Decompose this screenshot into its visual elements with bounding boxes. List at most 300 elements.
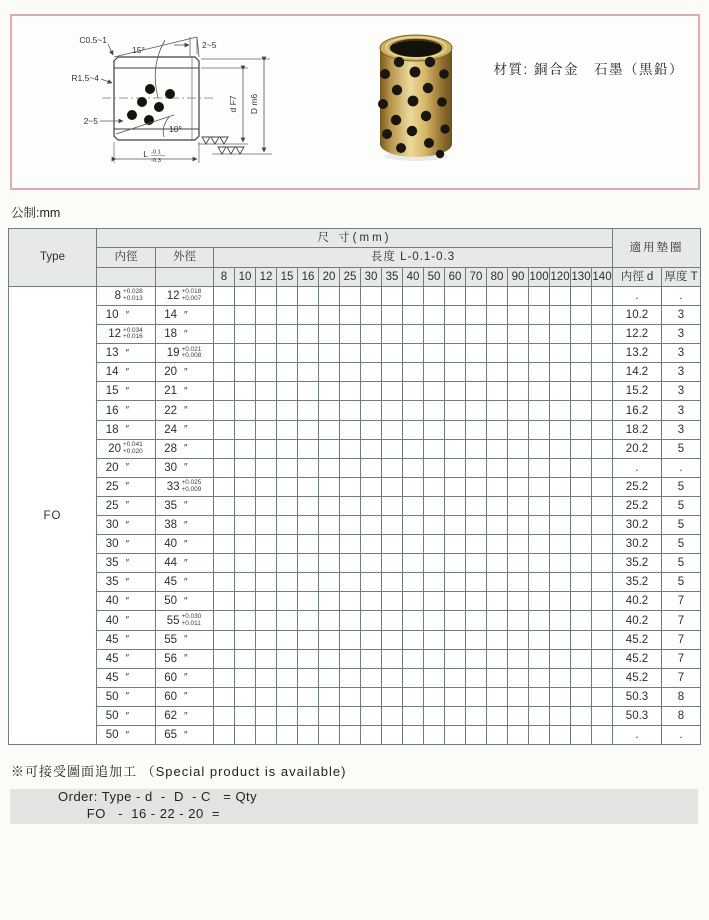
table-row (9, 286, 701, 305)
ditto-mark: ″ (184, 424, 188, 436)
ditto-mark: ″ (184, 405, 188, 416)
length-cell (256, 668, 277, 687)
washer-id-cell: . (613, 726, 662, 745)
table-row (9, 344, 701, 363)
length-cell (424, 554, 445, 573)
length-cell (235, 496, 256, 515)
length-cell (550, 611, 571, 630)
length-cell (277, 325, 298, 344)
outer-diameter-cell: 35 ″ (156, 496, 214, 515)
length-cell (277, 496, 298, 515)
table-row (9, 458, 701, 477)
length-cell (571, 325, 592, 344)
length-cell (256, 687, 277, 706)
length-cell (424, 496, 445, 515)
washer-id-cell: 50.3 (613, 687, 662, 706)
length-cell (466, 535, 487, 554)
length-cell (403, 477, 424, 496)
length-cell (529, 687, 550, 706)
length-cell (319, 649, 340, 668)
header-row-3 (9, 267, 701, 286)
length-cell (340, 554, 361, 573)
length-cell (508, 325, 529, 344)
washer-id-cell: 40.2 (613, 592, 662, 611)
inner-diameter-cell: 15 ″ (97, 382, 156, 401)
length-cell (214, 325, 235, 344)
length-cell (424, 286, 445, 305)
length-cell (529, 439, 550, 458)
length-cell (382, 592, 403, 611)
length-cell (466, 382, 487, 401)
length-cell (298, 630, 319, 649)
length-cell (361, 382, 382, 401)
length-cell (298, 458, 319, 477)
header-row-2 (9, 248, 701, 267)
length-col-header: 12 (256, 267, 277, 286)
washer-id-cell: 15.2 (613, 382, 662, 401)
length-col-header: 40 (403, 267, 424, 286)
ditto-mark: ″ (184, 309, 188, 321)
length-cell (550, 286, 571, 305)
length-cell (466, 477, 487, 496)
length-cell (487, 458, 508, 477)
length-cell (592, 420, 613, 439)
length-cell (466, 286, 487, 305)
length-cell (550, 305, 571, 324)
length-cell (571, 496, 592, 515)
outer-diameter-cell: 24 ″ (156, 420, 214, 439)
washer-thickness-cell: 7 (662, 649, 701, 668)
table-row (9, 573, 701, 592)
table-row (9, 439, 701, 458)
length-cell (235, 325, 256, 344)
length-cell (403, 668, 424, 687)
length-cell (592, 439, 613, 458)
length-cell (298, 286, 319, 305)
ditto-mark: ″ (184, 385, 188, 397)
washer-id-cell: 45.2 (613, 668, 662, 687)
ditto-mark: ″ (184, 634, 188, 646)
length-cell (571, 305, 592, 324)
length-cell (319, 687, 340, 706)
tolerance-values: +0.018 +0.007 (181, 288, 202, 302)
drawing-panel (10, 14, 700, 190)
washer-thickness-cell: 5 (662, 573, 701, 592)
length-col-header: 60 (445, 267, 466, 286)
ditto-mark: ″ (184, 557, 188, 569)
length-cell (424, 325, 445, 344)
length-cell (466, 344, 487, 363)
ditto-mark: ″ (125, 653, 130, 665)
length-col-header: 10 (235, 267, 256, 286)
length-cell (571, 649, 592, 668)
length-cell (235, 344, 256, 363)
length-cell (592, 344, 613, 363)
length-cell (277, 687, 298, 706)
length-cell (235, 286, 256, 305)
length-cell (382, 611, 403, 630)
length-cell (592, 554, 613, 573)
length-cell (298, 477, 319, 496)
length-cell (235, 439, 256, 458)
length-cell (298, 496, 319, 515)
length-cell (529, 401, 550, 420)
washer-id-cell: 25.2 (613, 496, 662, 515)
washer-id-header: 内徑 d (613, 267, 662, 286)
length-cell (361, 535, 382, 554)
length-cell (214, 611, 235, 630)
length-cell (256, 477, 277, 496)
length-cell (256, 363, 277, 382)
length-cell (340, 611, 361, 630)
ditto-mark: ″ (184, 710, 188, 722)
length-cell (256, 706, 277, 725)
ditto-mark: ″ (125, 691, 130, 703)
length-cell (319, 286, 340, 305)
outer-diameter-cell: 56 ″ (156, 649, 214, 668)
tolerance-values: +0.021 +0.008 (181, 345, 202, 360)
length-cell (235, 687, 256, 706)
length-cell (550, 344, 571, 363)
length-col-header: 80 (487, 267, 508, 286)
ditto-mark: ″ (125, 615, 130, 627)
length-cell (424, 630, 445, 649)
washer-header: 適用墊圈 (613, 229, 701, 268)
chamfer-label: C0.5~1 (79, 35, 107, 45)
length-cell (508, 554, 529, 573)
length-cell (277, 516, 298, 535)
length-cell (382, 687, 403, 706)
length-cell (298, 516, 319, 535)
length-cell (529, 363, 550, 382)
length-cell (571, 573, 592, 592)
length-cell (466, 496, 487, 515)
length-cell (466, 726, 487, 745)
length-cell (382, 382, 403, 401)
outer-diameter-cell: 50 ″ (156, 592, 214, 611)
length-cell (382, 325, 403, 344)
ditto-mark: ″ (125, 710, 130, 722)
length-cell (298, 706, 319, 725)
length-cell (340, 325, 361, 344)
length-cell (571, 286, 592, 305)
ditto-mark: ″ (125, 595, 130, 607)
length-cell (403, 535, 424, 554)
length-cell (235, 516, 256, 535)
length-cell (529, 496, 550, 515)
outer-diameter-cell: 18 ″ (156, 325, 214, 344)
length-cell (592, 286, 613, 305)
length-cell (508, 573, 529, 592)
length-cell (466, 439, 487, 458)
length-cell (487, 726, 508, 745)
length-cell (256, 649, 277, 668)
length-cell (424, 401, 445, 420)
outer-diameter-cell: 55 +0.030 +0.011 (156, 611, 214, 630)
length-cell (445, 382, 466, 401)
length-cell (214, 382, 235, 401)
length-cell (445, 611, 466, 630)
order-format-line: Order: Type - d - D - C = Qty (58, 789, 258, 804)
length-cell (529, 630, 550, 649)
length-cell (424, 649, 445, 668)
length-cell (214, 305, 235, 324)
length-cell (508, 286, 529, 305)
length-cell (445, 401, 466, 420)
outer-diameter-cell: 55 ″ (156, 630, 214, 649)
ditto-mark: ″ (125, 538, 130, 550)
length-col-header: 130 (571, 267, 592, 286)
length-cell (571, 458, 592, 477)
length-cell (550, 496, 571, 515)
length-cell (382, 554, 403, 573)
length-cell (550, 458, 571, 477)
length-cell (403, 649, 424, 668)
ditto-mark: ″ (184, 462, 188, 474)
length-cell (277, 592, 298, 611)
length-cell (319, 496, 340, 515)
washer-thickness-cell: 5 (662, 554, 701, 573)
length-cell (550, 687, 571, 706)
outer-diameter-cell: 33 +0.025 +0.009 (156, 477, 214, 496)
length-cell (487, 286, 508, 305)
length-cell (361, 649, 382, 668)
length-cell (592, 516, 613, 535)
length-cell (361, 611, 382, 630)
length-cell (445, 592, 466, 611)
length-cell (550, 439, 571, 458)
length-cell (382, 535, 403, 554)
inner-diameter-cell: 18 ″ (97, 420, 156, 439)
length-cell (277, 668, 298, 687)
length-cell (319, 363, 340, 382)
length-cell (235, 726, 256, 745)
bushing-body-outline (114, 57, 199, 140)
length-cell (214, 344, 235, 363)
length-cell (298, 439, 319, 458)
length-cell (382, 726, 403, 745)
length-cell (382, 286, 403, 305)
length-cell (571, 706, 592, 725)
inner-diameter-cell: 35 ″ (97, 554, 156, 573)
inner-diameter-cell: 45 ″ (97, 668, 156, 687)
ditto-mark: ″ (125, 500, 130, 512)
length-cell (592, 706, 613, 725)
length-cell (592, 573, 613, 592)
length-cell (319, 516, 340, 535)
length-cell (235, 630, 256, 649)
ditto-mark: ″ (184, 366, 188, 378)
ditto-mark: ″ (184, 672, 188, 684)
length-cell (340, 516, 361, 535)
length-cell (487, 439, 508, 458)
length-cell (235, 458, 256, 477)
length-cell (277, 305, 298, 324)
length-cell (571, 592, 592, 611)
outer-diameter-cell: 45 ″ (156, 573, 214, 592)
empty-header-cell (156, 267, 214, 286)
inner-diameter-cell: 13 ″ (97, 344, 156, 363)
length-cell (361, 706, 382, 725)
length-cell (445, 286, 466, 305)
length-cell (319, 630, 340, 649)
washer-thickness-cell: 5 (662, 477, 701, 496)
length-cell (550, 420, 571, 439)
length-cell (424, 439, 445, 458)
length-cell (256, 611, 277, 630)
length-cell (319, 439, 340, 458)
length-cell (508, 382, 529, 401)
type-header: Type (9, 229, 97, 287)
length-cell (466, 305, 487, 324)
length-cell (550, 592, 571, 611)
outer-diameter-cell: 65 ″ (156, 726, 214, 745)
outer-diameter-cell: 14 ″ (156, 305, 214, 324)
length-cell (319, 420, 340, 439)
length-header: 長度 L-0.1-0.3 (214, 248, 613, 267)
outer-diameter-cell: 12 +0.018 +0.007 (156, 286, 214, 305)
ditto-mark: ″ (184, 595, 188, 607)
length-cell (319, 668, 340, 687)
length-cell (361, 726, 382, 745)
length-cell (340, 382, 361, 401)
length-cell (214, 554, 235, 573)
length-cell (277, 363, 298, 382)
length-cell (508, 477, 529, 496)
length-cell (529, 592, 550, 611)
inner-diameter-cell: 30 ″ (97, 535, 156, 554)
length-cell (529, 516, 550, 535)
length-cell (319, 477, 340, 496)
ditto-mark: ″ (125, 347, 130, 359)
length-cell (403, 726, 424, 745)
length-cell (571, 554, 592, 573)
washer-id-cell: 16.2 (613, 401, 662, 420)
washer-thickness-cell: 3 (662, 401, 701, 420)
length-cell (235, 477, 256, 496)
length-cell (403, 611, 424, 630)
length-cell (424, 687, 445, 706)
length-cell (592, 687, 613, 706)
length-cell (571, 344, 592, 363)
table-row (9, 305, 701, 324)
length-col-header: 120 (550, 267, 571, 286)
length-cell (340, 687, 361, 706)
washer-thickness-cell: 7 (662, 630, 701, 649)
washer-thickness-cell: 7 (662, 592, 701, 611)
ditto-mark: ″ (184, 328, 188, 340)
length-cell (424, 726, 445, 745)
length-cell (361, 325, 382, 344)
length-cell (340, 305, 361, 324)
length-cell (529, 611, 550, 630)
length-cell (424, 573, 445, 592)
type-value: FO (9, 286, 97, 744)
length-cell (361, 496, 382, 515)
length-cell (382, 706, 403, 725)
length-cell (361, 477, 382, 496)
length-cell (256, 554, 277, 573)
length-cell (277, 344, 298, 363)
length-cell (319, 706, 340, 725)
outer-diameter-cell: 20 ″ (156, 363, 214, 382)
length-cell (277, 401, 298, 420)
length-cell (487, 363, 508, 382)
length-cell (487, 516, 508, 535)
length-cell (340, 649, 361, 668)
dimension-table (8, 228, 701, 745)
length-cell (340, 573, 361, 592)
plug-depth-top-label: 2~5 (202, 40, 217, 50)
length-cell (592, 325, 613, 344)
length-cell (529, 305, 550, 324)
length-cell (403, 363, 424, 382)
length-cell (298, 305, 319, 324)
length-cell (571, 382, 592, 401)
length-cell (466, 401, 487, 420)
length-cell (445, 573, 466, 592)
length-cell (550, 325, 571, 344)
length-cell (571, 420, 592, 439)
surface-finish-marks (202, 137, 244, 154)
length-cell (508, 592, 529, 611)
ditto-mark: ″ (125, 519, 130, 531)
length-col-header: 25 (340, 267, 361, 286)
length-cell (592, 726, 613, 745)
length-cell (487, 344, 508, 363)
length-cell (340, 458, 361, 477)
length-cell (214, 726, 235, 745)
length-cell (445, 325, 466, 344)
length-cell (466, 516, 487, 535)
length-cell (466, 668, 487, 687)
length-cell (382, 668, 403, 687)
washer-thickness-cell: 8 (662, 687, 701, 706)
length-cell (508, 611, 529, 630)
length-cell (571, 439, 592, 458)
length-cell (550, 516, 571, 535)
length-cell (403, 401, 424, 420)
length-cell (298, 420, 319, 439)
length-tol-lower: -0.3 (151, 158, 161, 164)
length-cell (361, 516, 382, 535)
length-cell (403, 382, 424, 401)
length-cell (424, 516, 445, 535)
length-cell (256, 305, 277, 324)
length-cell (508, 458, 529, 477)
length-cell (235, 706, 256, 725)
length-cell (235, 554, 256, 573)
washer-thickness-cell: 7 (662, 668, 701, 687)
length-cell (445, 305, 466, 324)
length-cell (508, 496, 529, 515)
length-cell (466, 554, 487, 573)
length-cell (403, 325, 424, 344)
length-col-header: 35 (382, 267, 403, 286)
length-cell (445, 363, 466, 382)
outer-diameter-cell: 22 ″ (156, 401, 214, 420)
length-cell (529, 286, 550, 305)
outer-diameter-header: 外徑 (156, 248, 214, 267)
length-cell (361, 286, 382, 305)
length-cell (298, 325, 319, 344)
empty-header-cell (97, 267, 156, 286)
length-cell (529, 477, 550, 496)
length-cell (277, 573, 298, 592)
length-cell (487, 706, 508, 725)
length-cell (319, 325, 340, 344)
length-cell (403, 286, 424, 305)
